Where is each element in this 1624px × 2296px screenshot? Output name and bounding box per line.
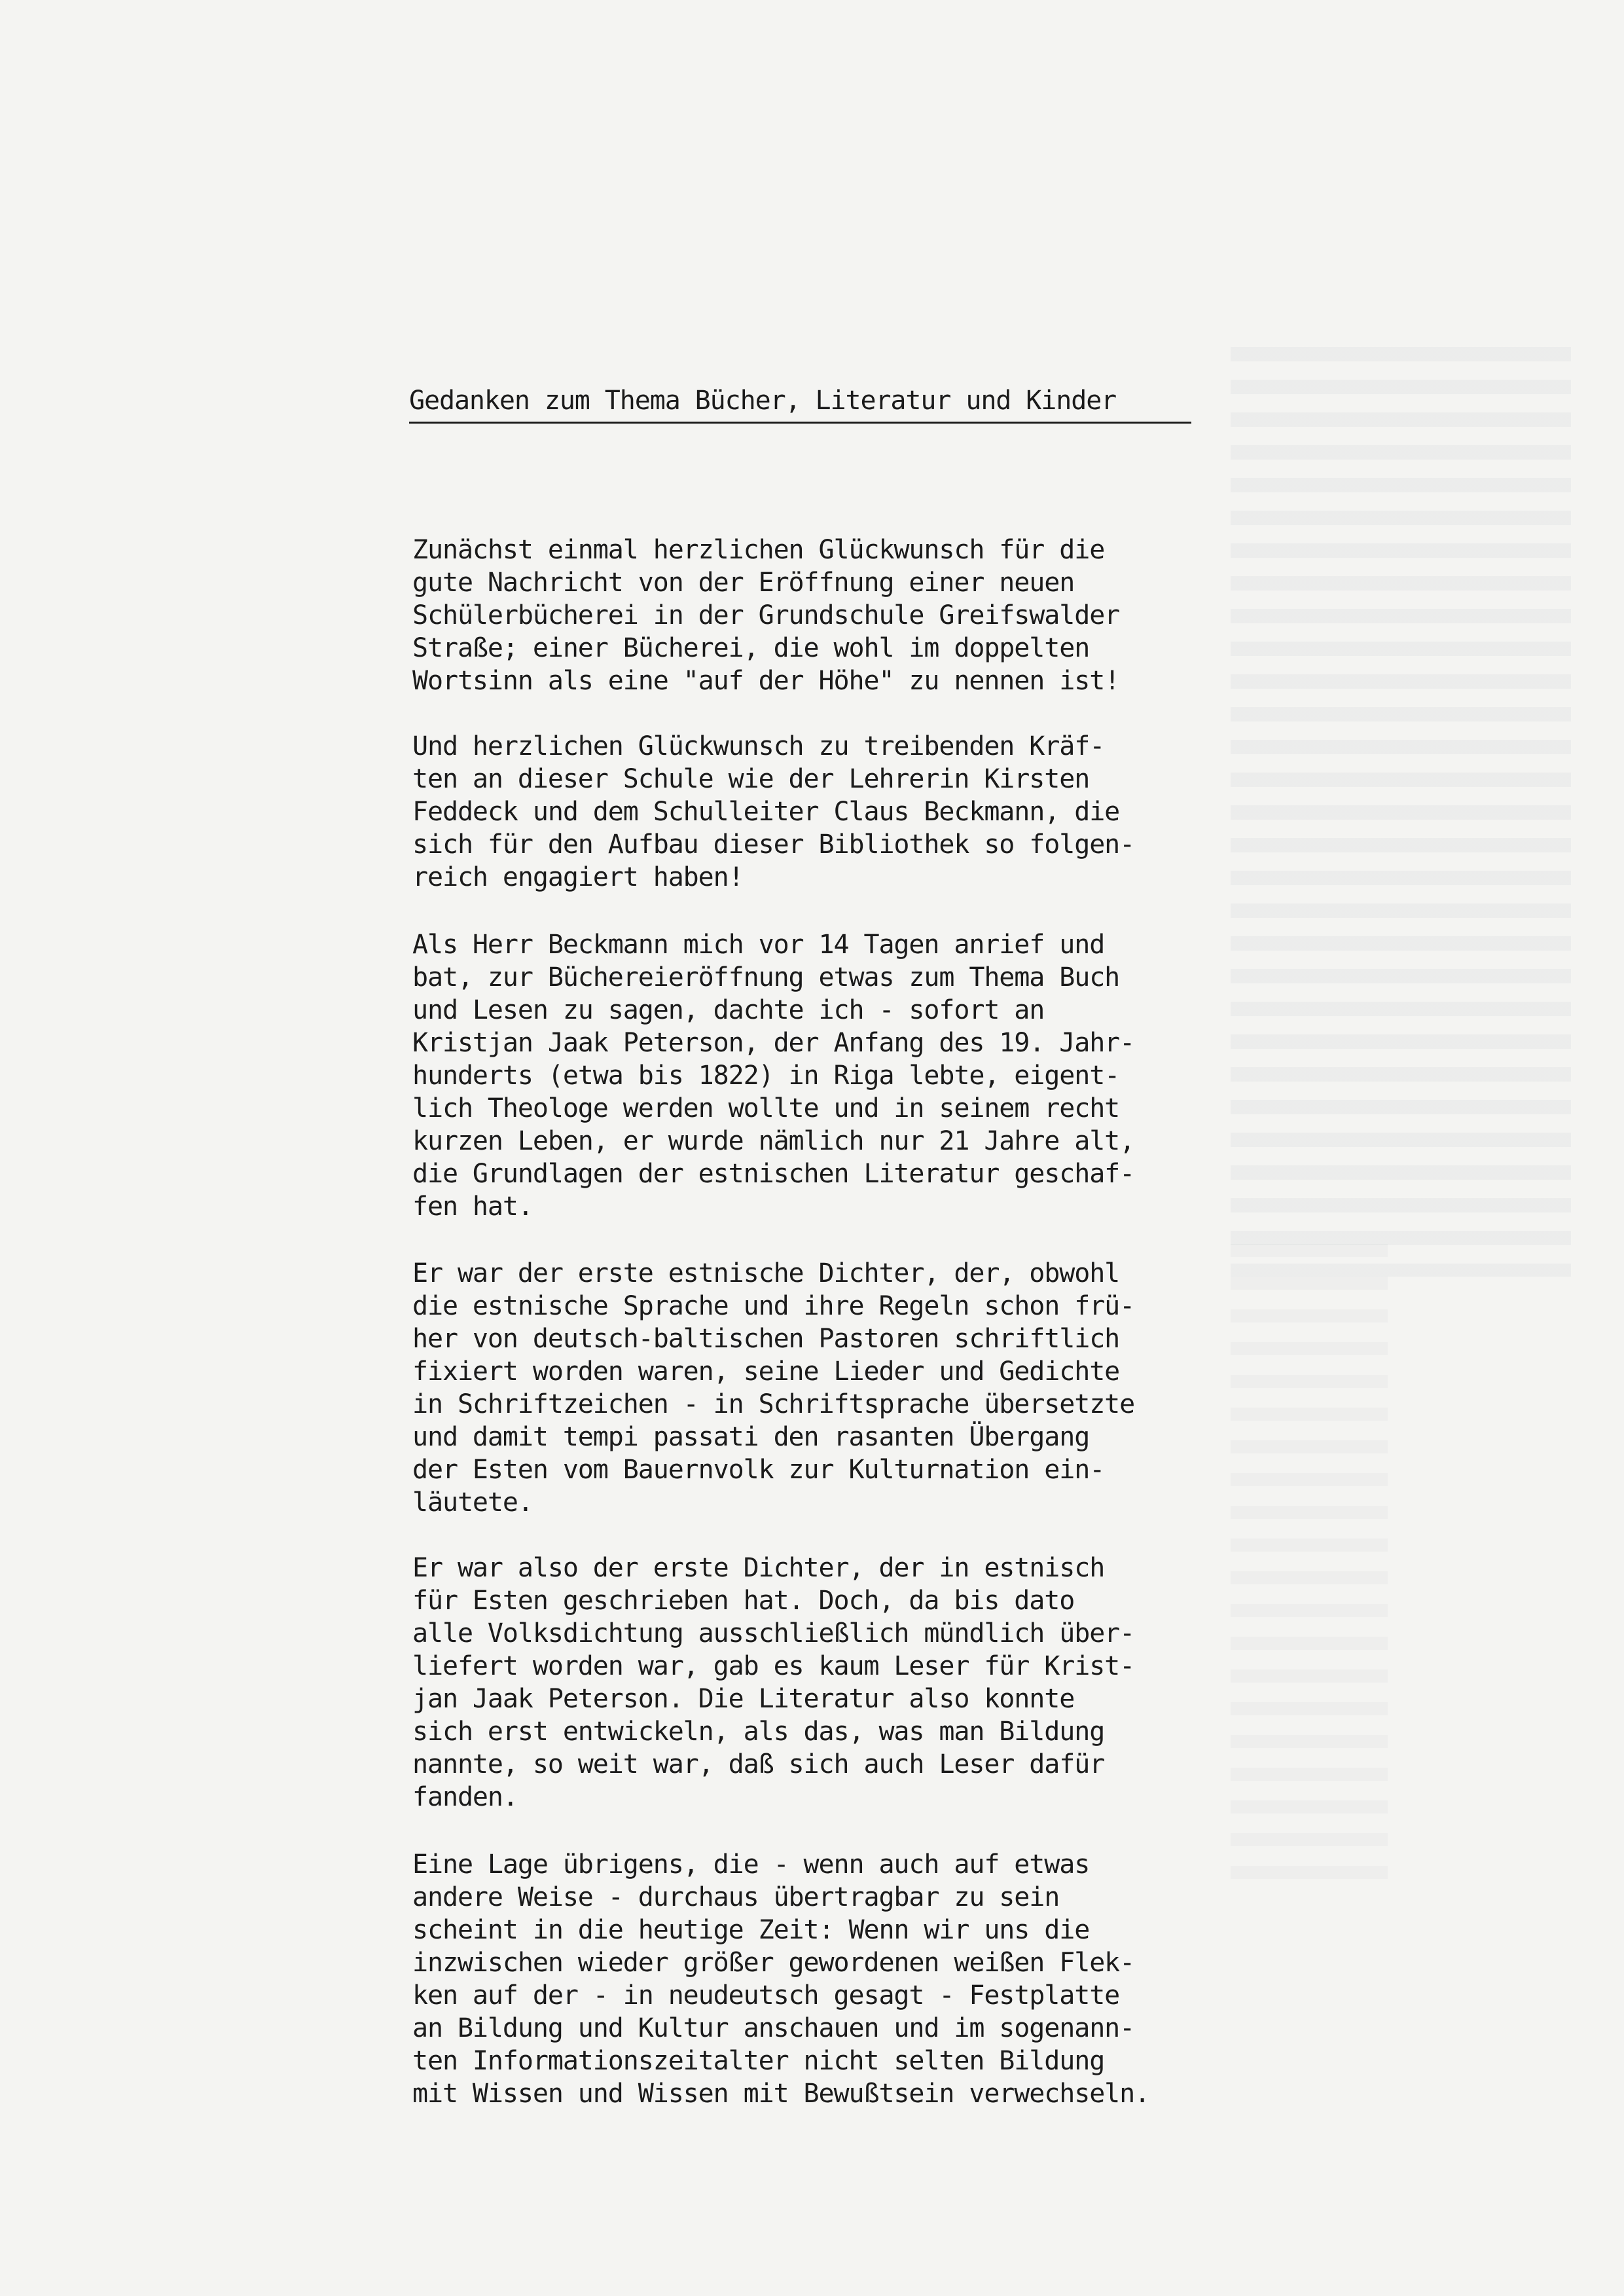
bleed-through-shadow: [1231, 1244, 1388, 1899]
paragraph: Zunächst einmal herzlichen Glückwunsch für die gute Nachricht von der Eröffnung einer neuen Schülerbücherei in der Grundschule Greifswalder Straße; einer Bücherei, die wohl im doppelten Wortsinn als eine "auf der Höhe" zu nennen ist!: [412, 535, 1120, 696]
paragraph: Er war der erste estnische Dichter, der, obwohl die estnische Sprache und ihre Regeln schon frü- her von deutsch-baltischen Pastoren schriftlich fixiert worden waren, seine Lieder und Gedichte in Schriftzeichen - in Schriftsprache übersetzte und damit tempi passati den rasanten Übergang der Esten vom Bauernvolk zur Kulturnation ein- läutete.: [412, 1258, 1135, 1518]
paragraph: Und herzlichen Glückwunsch zu treibenden Kräf- ten an dieser Schule wie der Lehrerin Kirsten Feddeck und dem Schulleiter Claus Beckmann, die sich für den Aufbau dieser Bibliothek so folgen- reich engagiert haben!: [412, 731, 1135, 892]
paragraph: Als Herr Beckmann mich vor 14 Tagen anrief und bat, zur Büchereieröffnung etwas zum Thema Buch und Lesen zu sagen, dachte ich - sofort an Kristjan Jaak Peterson, der Anfang des 19. Jahr- hunderts (etwa bis 1822) in Riga lebte, eigent- lich Theologe werden wollte und in seinem recht kurzen Leben, er wurde nämlich nur 21 Jahre alt, die Grundlagen der estnischen Literatur geschaf- fen hat.: [412, 930, 1135, 1222]
document-title: Gedanken zum Thema Bücher, Literatur und Kinder: [409, 386, 1117, 416]
title-underline: [409, 422, 1191, 424]
bleed-through-shadow: [1231, 347, 1571, 1277]
paragraph: Er war also der erste Dichter, der in estnisch für Esten geschrieben hat. Doch, da bis dato alle Volksdichtung ausschließlich mündlich über- liefert worden war, gab es kaum Leser für Krist- jan Jaak Peterson. Die Literatur also konnte sich erst entwickeln, als das, was man Bildung nannte, so weit war, daß sich auch Leser dafür fanden.: [412, 1553, 1135, 1812]
paragraph: Eine Lage übrigens, die - wenn auch auf etwas andere Weise - durchaus übertragbar zu sein scheint in die heutige Zeit: Wenn wir uns die inzwischen wieder größer gewordenen weißen Flek- ken auf der - in neudeutsch gesagt - Festplatte an Bildung und Kultur anschauen und im sogenann- ten Informationszeitalter nicht selten Bildung mit Wissen und Wissen mit Bewußtsein verwechseln.: [412, 1850, 1150, 2109]
